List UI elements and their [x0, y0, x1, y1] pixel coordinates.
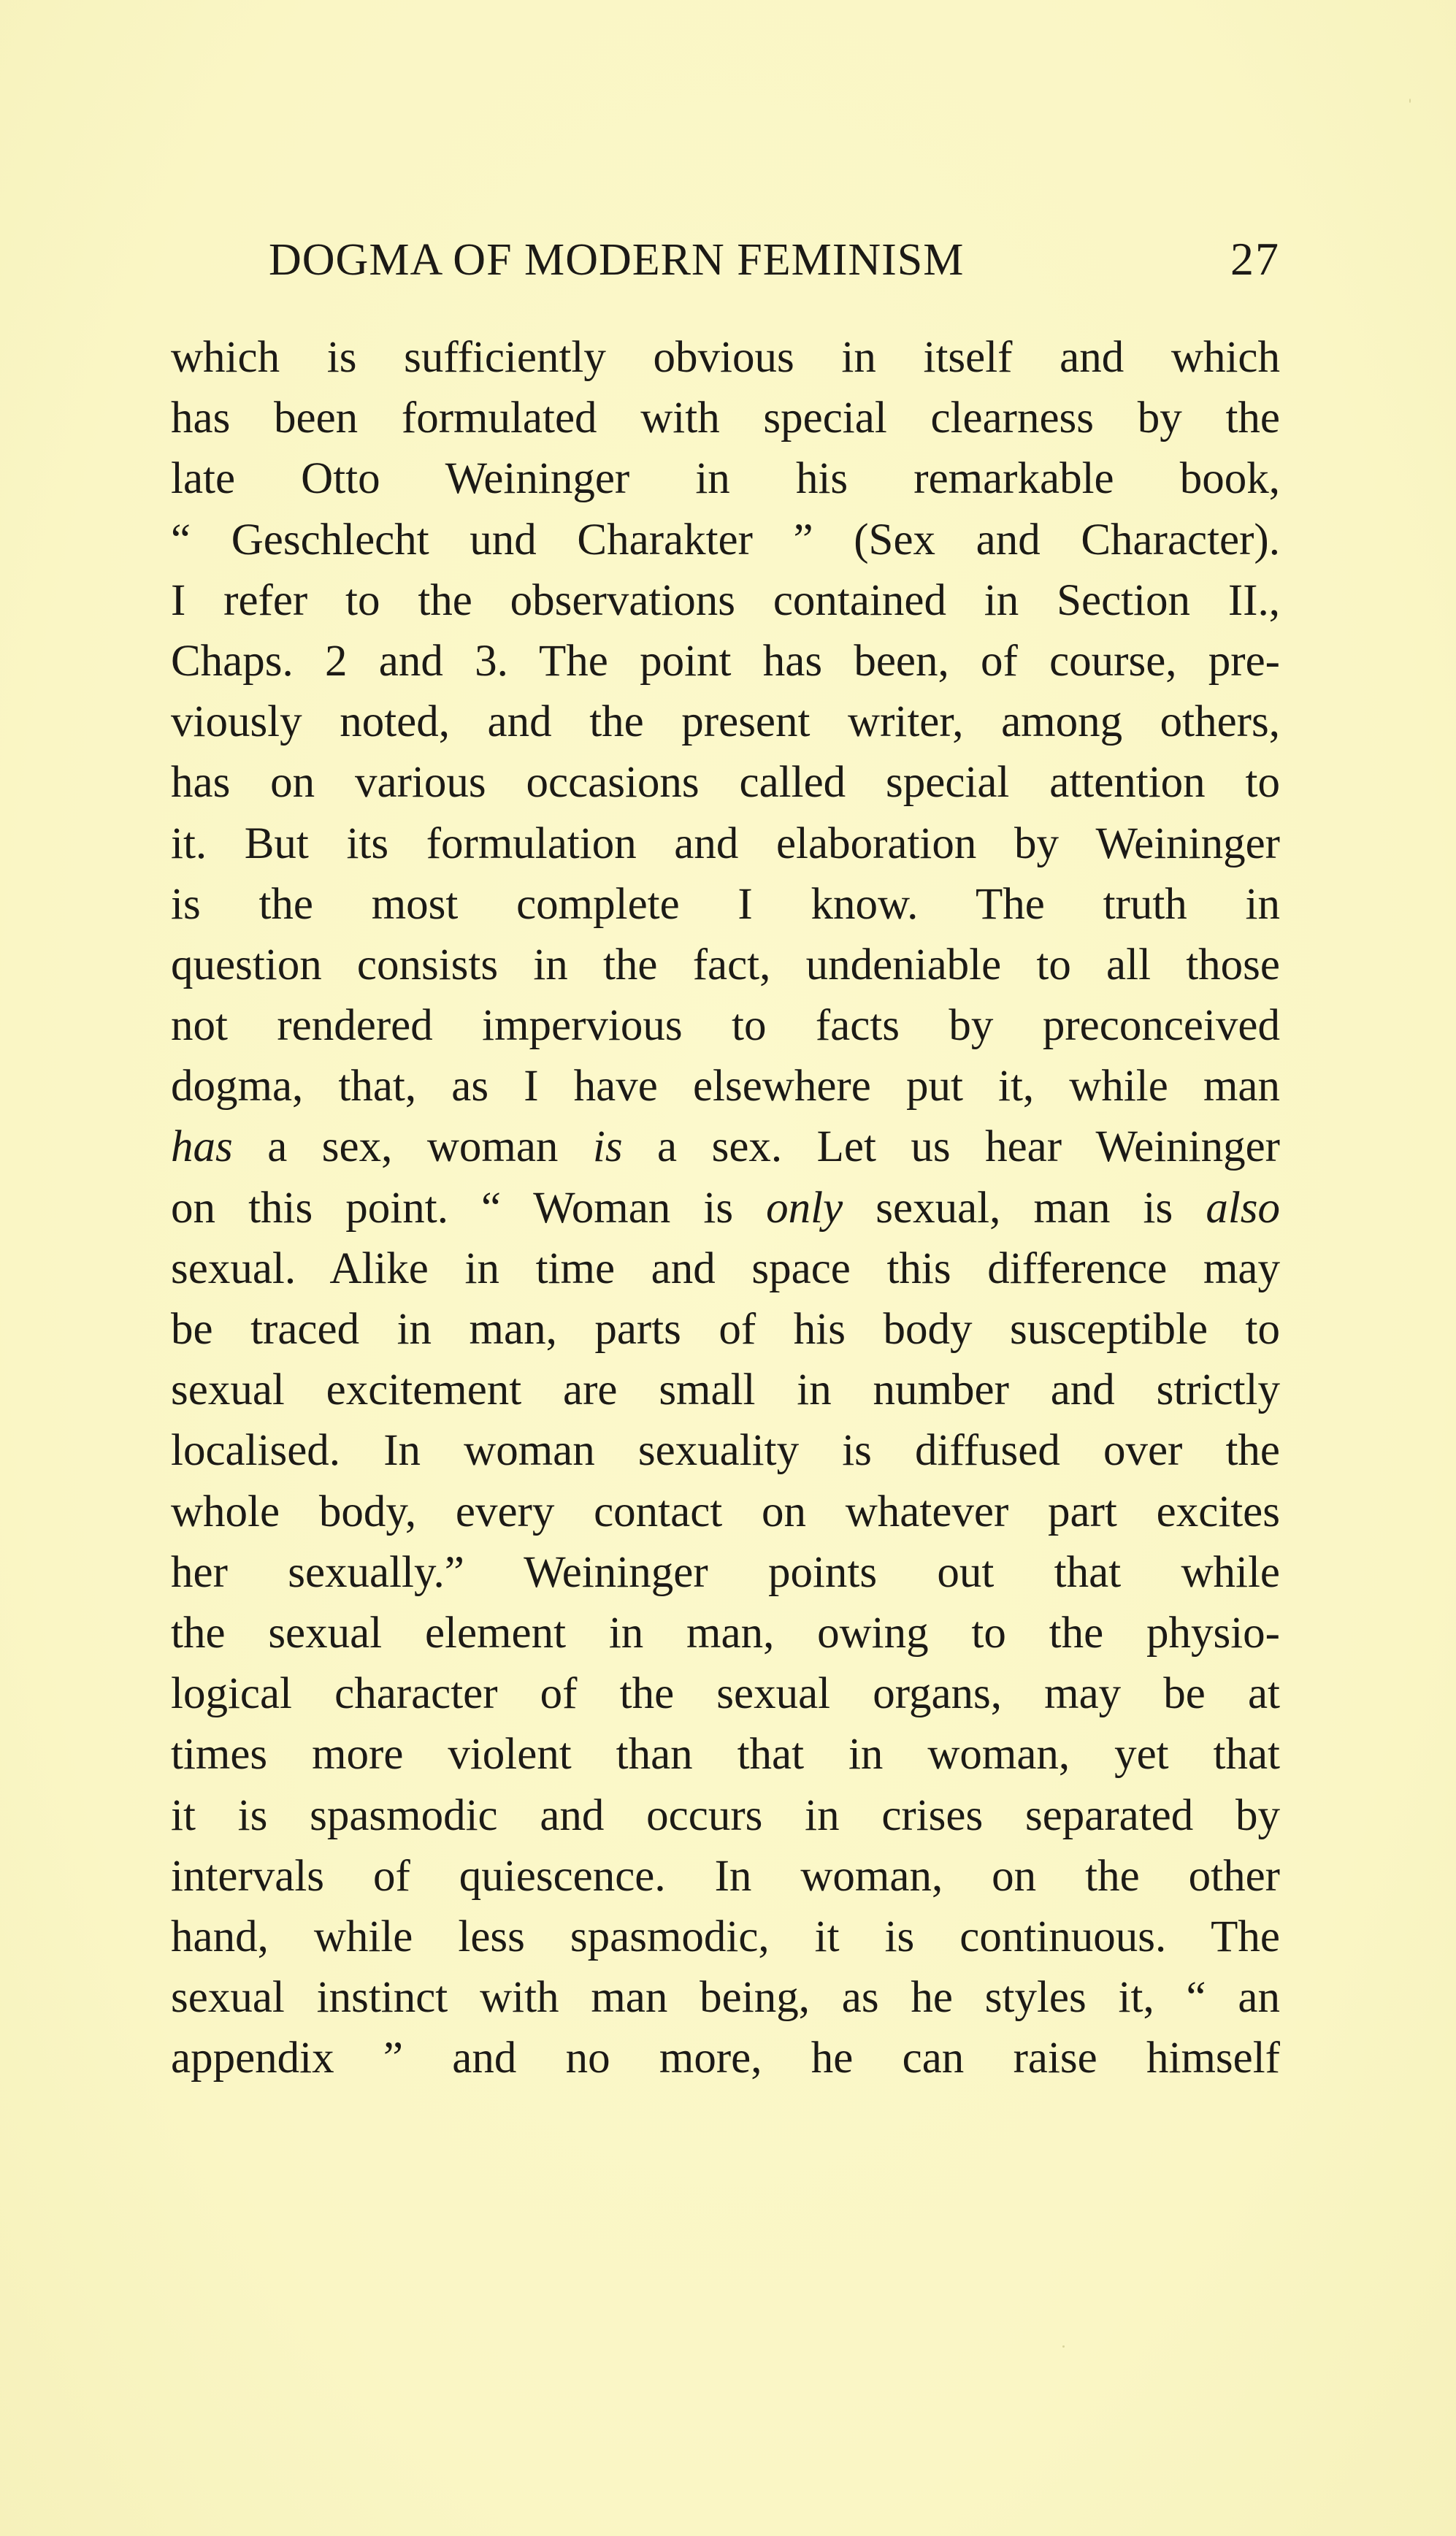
text-line: has on various occasions called special attention to [171, 758, 1280, 808]
text-line: times more violent than that in woman, yet that [171, 1730, 1280, 1780]
text-segment: sexual, man is [843, 1183, 1206, 1233]
text-segment: on this point. “ Woman is [171, 1183, 767, 1233]
text-line: Chaps. 2 and 3. The point has been, of course, pre- [171, 636, 1280, 686]
text-line: localised. In woman sexuality is diffused over the [171, 1426, 1280, 1476]
text-line: intervals of quiescence. In woman, on the other [171, 1851, 1280, 1901]
text-line: sexual. Alike in time and space this difference may [171, 1244, 1280, 1293]
text-line: her sexually.” Weininger points out that while [171, 1547, 1280, 1597]
text-line: has been formulated with special clearness by the [171, 394, 1280, 443]
running-head [269, 232, 1280, 291]
italic-word: also [1206, 1183, 1281, 1233]
text-line: not rendered impervious to facts by preconceived [171, 1001, 1280, 1051]
text-line: sexual instinct with man being, as he styles it, “ an [171, 1973, 1280, 2023]
text-line-with-italics [171, 1178, 1280, 1238]
text-line: question consists in the fact, undeniable to all those [171, 940, 1280, 989]
italic-word: only [766, 1183, 843, 1233]
text-segment: a sex. Let us hear Weininger [622, 1122, 1280, 1172]
paper-speck [1409, 99, 1411, 103]
text-line: I refer to the observations contained in Section II., [171, 575, 1280, 625]
text-line: logical character of the sexual organs, may be at [171, 1669, 1280, 1719]
text-line: it is spasmodic and occurs in crises separated by [171, 1790, 1280, 1840]
text-line: appendix ” and no more, he can raise himself [171, 2034, 1280, 2083]
text-line: viously noted, and the present writer, among others, [171, 697, 1280, 747]
body-text [171, 327, 1280, 2088]
running-head-title: DOGMA OF MODERN FEMINISM [269, 235, 965, 285]
text-line: late Otto Weininger in his remarkable book, [171, 454, 1280, 504]
text-line: it. But its formulation and elaboration by Weininger [171, 819, 1280, 868]
text-line-with-italics [171, 1116, 1280, 1177]
text-line: be traced in man, parts of his body susceptible to [171, 1305, 1280, 1354]
text-line: the sexual element in man, owing to the physio- [171, 1608, 1280, 1658]
italic-word: is [592, 1122, 623, 1172]
text-line: dogma, that, as I have elsewhere put it, while man [171, 1062, 1280, 1111]
text-segment: a sex, woman [232, 1122, 593, 1172]
page-number: 27 [1230, 233, 1280, 285]
paper-speck [1062, 2345, 1065, 2348]
text-line: “ Geschlecht und Charakter ” (Sex and Character). [171, 515, 1280, 564]
text-line: hand, while less spasmodic, it is continuous. The [171, 1912, 1280, 1961]
italic-word: has [171, 1122, 233, 1172]
text-line: is the most complete I know. The truth in [171, 879, 1280, 929]
text-line: which is sufficiently obvious in itself and which [171, 333, 1280, 382]
text-line: sexual excitement are small in number and strictly [171, 1365, 1280, 1415]
text-line: whole body, every contact on whatever part excites [171, 1487, 1280, 1536]
